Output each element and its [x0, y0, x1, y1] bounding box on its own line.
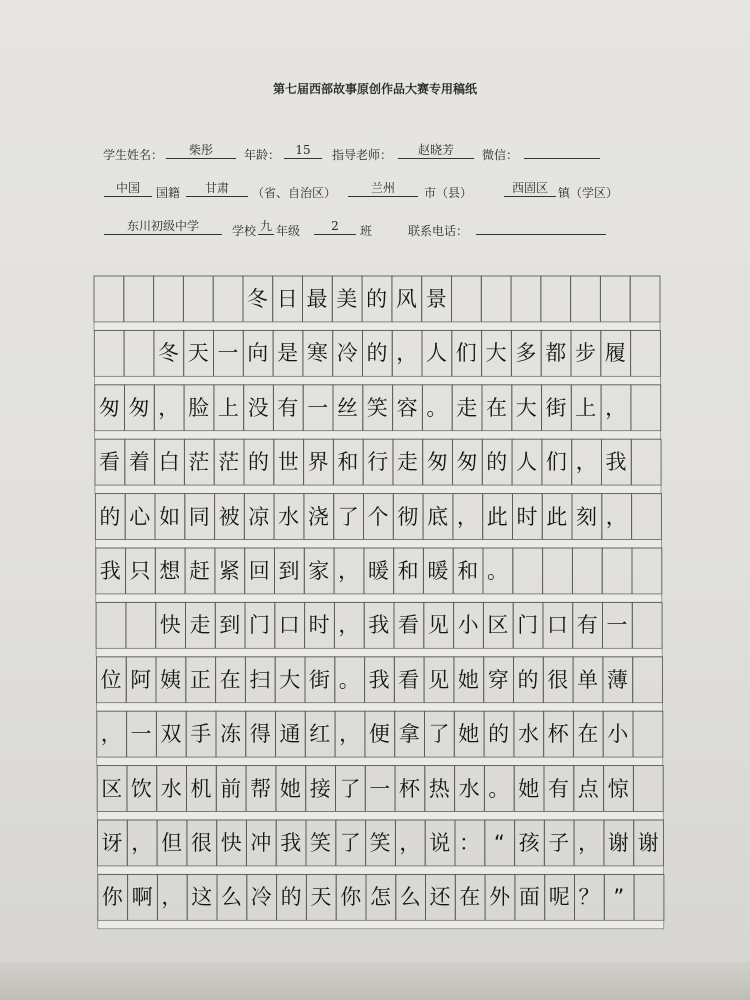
essay-char: 正 [189, 667, 211, 692]
grid-cell [633, 766, 663, 812]
grid-cell [543, 548, 573, 594]
essay-char: 家 [308, 559, 330, 583]
essay-char: ， [605, 504, 627, 529]
essay-char: 小 [607, 722, 629, 747]
essay-char: 世 [277, 450, 299, 475]
essay-char: 但 [161, 831, 183, 855]
essay-char: 你 [101, 885, 123, 910]
age-value: 15 [284, 142, 322, 159]
essay-char: 紧 [218, 559, 240, 583]
essay-char: 谢 [607, 831, 629, 855]
essay-char: 看 [398, 667, 420, 692]
essay-char: 底 [427, 504, 449, 529]
essay-char: 快 [220, 831, 242, 855]
city-value: 兰州 [348, 180, 418, 197]
row-spacer [94, 322, 660, 330]
essay-char: 水 [517, 722, 539, 747]
essay-char: 多 [515, 341, 537, 366]
grade-value: 九 [259, 219, 272, 233]
grid-cell [452, 276, 482, 322]
essay-char: 她 [458, 722, 480, 747]
essay-title-char: 美 [336, 287, 358, 311]
essay-char: 大 [485, 341, 507, 366]
essay-char: 。 [487, 559, 508, 583]
essay-char: 没 [247, 395, 269, 420]
essay-char: 我 [368, 667, 390, 692]
essay-title-char: 景 [425, 287, 447, 311]
essay-title-char: 风 [395, 287, 417, 311]
essay-title-char: 日 [276, 287, 298, 311]
essay-char: 天 [187, 341, 209, 366]
essay-char: 暖 [427, 559, 449, 583]
grid-cell [634, 874, 664, 920]
essay-char: 只 [129, 559, 151, 583]
essay-char: 的 [366, 341, 388, 366]
grid-cell [154, 276, 184, 322]
essay-char: 帮 [250, 776, 272, 801]
essay-char: 热 [428, 776, 450, 801]
essay-char: 手 [190, 722, 212, 747]
essay-char: ， [131, 831, 153, 855]
essay-char: 呢 [548, 885, 570, 910]
essay-char: 水 [160, 776, 182, 801]
province-label: （省、自治区） [252, 186, 337, 200]
essay-char: ， [100, 722, 122, 747]
essay-char: 谢 [637, 831, 659, 855]
teacher-value: 赵晓芳 [398, 142, 474, 159]
essay-char: 这 [191, 885, 213, 910]
row-spacer [96, 648, 662, 656]
essay-char: 被 [218, 504, 240, 529]
essay-char: 得 [249, 722, 271, 747]
essay-char: 的 [486, 450, 508, 475]
row-spacer [97, 757, 663, 765]
essay-char: 向 [247, 341, 269, 366]
essay-char: 同 [188, 504, 210, 529]
essay-char: 扫 [249, 667, 271, 692]
grid-cell [632, 494, 662, 540]
essay-char: 是 [277, 341, 299, 366]
essay-char: 子 [548, 831, 570, 855]
essay-char: 点 [577, 776, 599, 801]
essay-char: 还 [429, 885, 451, 910]
essay-char: 位 [100, 667, 122, 692]
essay-char: 一 [217, 341, 239, 366]
essay-char: 说 [429, 831, 451, 855]
grid-cell [124, 330, 154, 376]
essay-char: 的 [280, 885, 302, 910]
class-label: 班 [360, 224, 373, 238]
essay-char: 穿 [487, 667, 509, 692]
essay-char: 水 [278, 504, 300, 529]
essay-char: 丝 [337, 395, 358, 420]
row-spacer [97, 703, 663, 711]
essay-char: 红 [309, 722, 331, 747]
essay-char: 门 [249, 613, 270, 638]
page-title: 第七届西部故事原创作品大赛专用稿纸 [272, 82, 477, 96]
grid-cell [541, 276, 571, 322]
essay-char: 时 [308, 613, 330, 638]
grid-cell [124, 276, 154, 322]
grid-cell [213, 276, 243, 322]
grid-cell [632, 602, 662, 648]
essay-char: 在 [577, 722, 599, 747]
essay-char: 脸 [188, 395, 210, 420]
essay-char: 么 [399, 885, 421, 910]
essay-char: 拿 [398, 722, 420, 747]
essay-char: 冷 [336, 341, 358, 366]
essay-char: ， [456, 504, 478, 529]
essay-char: 大 [515, 395, 537, 420]
row-spacer [98, 866, 664, 874]
essay-char: 我 [605, 450, 627, 475]
essay-char: 我 [99, 559, 121, 583]
essay-char: 前 [220, 776, 242, 801]
essay-char: 笑 [310, 831, 331, 855]
essay-char: 有 [277, 395, 299, 420]
essay-char: 区 [487, 613, 509, 638]
essay-char: ， [399, 831, 421, 855]
essay-char: 阿 [130, 667, 152, 692]
essay-char: 的 [488, 722, 510, 747]
essay-char: ， [578, 831, 600, 855]
essay-char: 冻 [220, 722, 241, 747]
essay-char: 到 [219, 613, 241, 638]
essay-char: 看 [99, 450, 120, 475]
essay-char: 小 [457, 613, 479, 638]
essay-char: 有 [576, 613, 598, 638]
essay-char: 面 [518, 885, 540, 910]
essay-char: 水 [458, 776, 480, 801]
essay-char: 此 [486, 504, 508, 529]
row-spacer [94, 376, 660, 384]
essay-char: ， [338, 559, 360, 583]
essay-char: 们 [545, 450, 567, 475]
essay-char: 双 [160, 722, 182, 747]
essay-char: 匆 [456, 450, 478, 475]
essay-char: 上 [217, 395, 239, 420]
essay-char: 机 [190, 776, 212, 801]
essay-char: 界 [307, 450, 329, 475]
row-spacer [96, 594, 662, 602]
age-label: 年龄： [244, 148, 281, 162]
grid-cell [631, 385, 661, 431]
essay-char: 单 [577, 667, 599, 692]
essay-char: 履 [604, 341, 626, 366]
essay-char: 有 [548, 776, 569, 801]
grid-cell [631, 439, 661, 485]
essay-char: 和 [457, 559, 479, 583]
teacher-label: 指导老师： [332, 148, 393, 162]
essay-char: 讶 [101, 831, 123, 855]
row-spacer [98, 920, 664, 928]
essay-char: 刻 [576, 504, 597, 529]
row-spacer [97, 812, 663, 820]
essay-char: 大 [279, 667, 301, 692]
essay-char: 了 [428, 722, 450, 747]
essay-char: 的 [517, 667, 539, 692]
essay-char: 接 [309, 776, 331, 801]
essay-char: 街 [309, 667, 330, 692]
essay-char: 便 [368, 722, 390, 747]
essay-char: 和 [337, 450, 359, 475]
essay-char: ， [605, 395, 627, 420]
essay-char: 彻 [397, 504, 419, 529]
essay-char: 我 [280, 831, 302, 855]
essay-char: 凉 [248, 504, 270, 529]
wechat-label: 微信： [482, 148, 519, 162]
essay-char: 薄 [606, 667, 628, 692]
essay-char: 一 [307, 395, 329, 420]
grid-cell [94, 276, 124, 322]
essay-char: 暖 [367, 559, 389, 583]
essay-char: ， [161, 885, 183, 910]
essay-char: 孩 [518, 831, 540, 855]
essay-char: 到 [278, 559, 300, 583]
essay-char: 们 [455, 341, 477, 366]
essay-char: 。 [488, 776, 510, 801]
essay-char: 姨 [160, 667, 181, 692]
grid-cell [94, 330, 124, 376]
essay-char: 和 [397, 559, 419, 583]
essay-char: 我 [368, 613, 390, 638]
essay-char: 了 [337, 504, 359, 529]
grid-cell [600, 276, 630, 322]
grid-cell [481, 276, 511, 322]
essay-char: 着 [128, 450, 150, 475]
essay-char: 在 [459, 885, 481, 910]
grid-cell [632, 548, 662, 594]
essay-char: 人 [516, 450, 538, 475]
essay-char: 笑 [366, 395, 388, 420]
essay-char: 心 [129, 504, 151, 529]
essay-char: 口 [546, 613, 568, 638]
essay-char: 天 [310, 885, 332, 910]
essay-char: 惊 [607, 776, 629, 801]
phone-label: 联系电话： [408, 224, 469, 238]
essay-char: ， [338, 613, 360, 638]
essay-char: 见 [427, 613, 449, 638]
essay-char: 上 [575, 395, 597, 420]
essay-char: 都 [545, 341, 567, 366]
essay-char: 见 [428, 667, 450, 692]
school-value: 东川初级中学 [104, 218, 222, 235]
essay-char: 她 [518, 776, 540, 801]
essay-char: 一 [369, 776, 391, 801]
essay-char: 了 [339, 776, 361, 801]
essay-char: 白 [158, 450, 180, 475]
essay-char: 赶 [189, 559, 211, 583]
school-label: 学校 [232, 224, 257, 238]
essay-char: 行 [367, 450, 389, 475]
essay-char: 步 [575, 341, 596, 366]
student-name-value: 柴彤 [166, 142, 236, 159]
essay-char: 走 [396, 450, 418, 475]
grid-cell [96, 602, 126, 648]
essay-char: ， [339, 722, 361, 747]
essay-char: 。 [338, 667, 360, 692]
country-value: 中国 [104, 180, 152, 197]
essay-char: 笑 [369, 831, 391, 855]
essay-char: 在 [219, 667, 241, 692]
essay-char: 一 [130, 722, 152, 747]
row-spacer [95, 485, 661, 493]
essay-char: 。 [426, 395, 448, 420]
essay-title-char: 最 [306, 287, 328, 311]
city-label: 市（县） [424, 186, 473, 200]
grid-cell [633, 711, 663, 757]
student-name-label: 学生姓名： [103, 148, 164, 162]
essay-char: ？ [578, 885, 600, 910]
essay-char: 匆 [98, 395, 120, 420]
essay-char: 个 [367, 504, 389, 529]
grid-cell [633, 657, 663, 703]
essay-char: 饮 [130, 776, 152, 801]
grid-cell [630, 276, 660, 322]
essay-char: 走 [189, 613, 211, 638]
district-label: 镇（学区） [558, 186, 619, 200]
essay-char: 浇 [307, 504, 329, 529]
essay-char: 的 [248, 450, 269, 475]
grid-cell [602, 548, 632, 594]
essay-char: 么 [221, 885, 242, 910]
essay-char: 了 [339, 831, 361, 855]
essay-char: 冲 [250, 831, 272, 855]
essay-char: 匆 [426, 450, 448, 475]
essay-char: 很 [547, 667, 569, 692]
essay-char: 匆 [128, 395, 150, 420]
essay-char: 很 [190, 831, 212, 855]
district-value: 西固区 [504, 180, 556, 197]
essay-char: 寒 [306, 341, 328, 366]
grid-cell [571, 276, 601, 322]
grade-label: 年级 [276, 224, 301, 238]
province-value: 甘肃 [186, 180, 248, 197]
row-spacer [95, 431, 661, 439]
essay-char: 你 [340, 885, 362, 910]
essay-char: ： [459, 831, 480, 855]
essay-char: 快 [159, 613, 181, 638]
essay-char: 走 [456, 395, 478, 420]
essay-char: 茫 [188, 450, 210, 475]
essay-char: 她 [457, 667, 479, 692]
essay-char: 想 [159, 559, 181, 583]
essay-char: 外 [489, 885, 511, 910]
essay-char: 茫 [218, 450, 240, 475]
essay-char: 时 [516, 504, 538, 529]
grid-cell [126, 602, 156, 648]
essay-char: ， [396, 341, 418, 366]
essay-char: 啊 [131, 885, 153, 910]
class-value: 2 [314, 218, 356, 235]
essay-char: 的 [99, 504, 121, 529]
essay-char: 怎 [370, 885, 391, 910]
essay-char: 一 [606, 613, 628, 638]
essay-char: ， [575, 450, 597, 475]
essay-char: 杯 [547, 722, 569, 747]
essay-char: 她 [279, 776, 301, 801]
essay-char: 看 [398, 613, 419, 638]
essay-char: 在 [486, 395, 507, 420]
essay-char: 容 [396, 395, 418, 420]
grid-cell [513, 548, 543, 594]
essay-char: 此 [546, 504, 568, 529]
grid-cell [631, 330, 661, 376]
essay-char: 街 [545, 395, 567, 420]
grid-cell [183, 276, 213, 322]
essay-char: ， [158, 395, 180, 420]
essay-title-char: 的 [366, 287, 388, 311]
essay-title-char: 冬 [246, 287, 268, 311]
essay-char: 冬 [157, 341, 179, 366]
essay-char: 口 [278, 613, 300, 638]
row-spacer [95, 540, 661, 548]
essay-char: ” [613, 885, 625, 910]
essay-char: 人 [426, 341, 447, 366]
essay-char: 回 [248, 559, 270, 583]
essay-char: 杯 [399, 776, 420, 801]
essay-char: “ [493, 831, 505, 855]
grid-cell [572, 548, 602, 594]
essay-char: 如 [159, 504, 180, 529]
nationality-label: 国籍 [156, 186, 181, 200]
essay-char: 门 [517, 613, 539, 638]
essay-char: 区 [101, 776, 123, 801]
essay-char: 通 [279, 722, 301, 747]
essay-char: 冷 [250, 885, 272, 910]
grid-cell [511, 276, 541, 322]
